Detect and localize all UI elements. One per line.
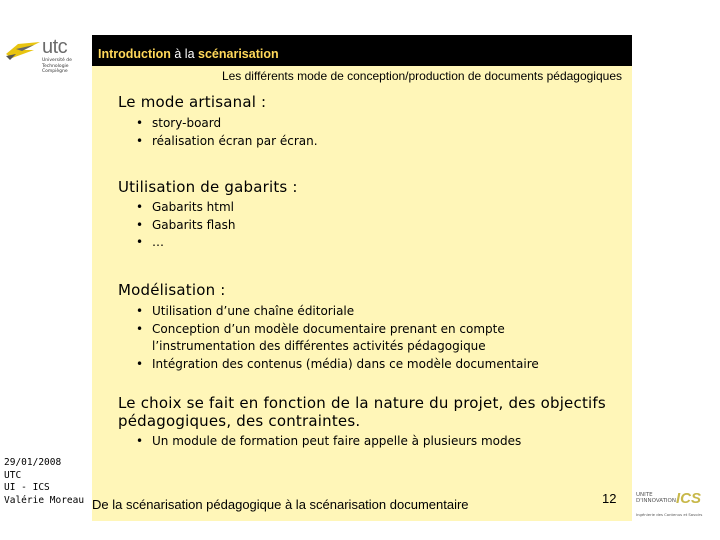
list-item: • réalisation écran par écran. [136, 133, 576, 151]
utc-logo [4, 36, 90, 86]
footer-date: 29/01/2008 [4, 457, 62, 468]
section-heading-choix: Le choix se fait en fonction de la nature du projet, des objectifs pédagogiques, des contraintes. [118, 394, 606, 430]
ics-mark: ICS [676, 490, 702, 507]
title-bar [92, 35, 632, 66]
utc-logo-subtitle: Université de Technologie Compiègne [42, 58, 72, 74]
list-item: • Gabarits flash [136, 217, 576, 235]
slide-title [98, 47, 279, 61]
footer-dept: UI - ICS [4, 482, 50, 493]
list-item: • story-board [136, 115, 576, 133]
title-introduction: Introduction [98, 47, 171, 61]
section-heading-modelisation: Modélisation : [118, 281, 226, 299]
list-item: • Intégration des contenus (média) dans ce modèle documentaire [136, 356, 576, 374]
utc-wing-icon [4, 40, 42, 62]
footer-bar [92, 485, 632, 521]
section-heading-artisanal: Le mode artisanal : [118, 93, 267, 111]
ui-logo-tagline: Ingénierie des Contenus et Savoirs [636, 512, 703, 517]
utc-logo-name: utc [42, 36, 68, 58]
ui-logo-text [636, 492, 676, 504]
footer-caption: De la scénarisation pédagogique à la scénarisation documentaire [92, 497, 469, 512]
list-item: • Utilisation d’une chaîne éditoriale [136, 303, 576, 321]
title-scenarisation: scénarisation [198, 47, 279, 61]
ui-logo-line1: UNITE [636, 492, 653, 498]
list-modelisation [136, 303, 576, 373]
list-gabarits [136, 199, 576, 252]
section-heading-gabarits: Utilisation de gabarits : [118, 178, 298, 196]
slide-content [92, 66, 632, 485]
footer-author: Valérie Moreau [4, 494, 85, 506]
ui-ics-logo [636, 490, 716, 522]
list-choix [136, 433, 576, 451]
page-number: 12 [602, 491, 617, 506]
ui-logo-line2: D'INNOVATION [636, 498, 677, 504]
list-item: • Conception d’un modèle documentaire prenant en compte l’instrumentation des différentes activités pédagogique [136, 321, 576, 356]
title-connector: à la [170, 47, 199, 61]
list-item: • Un module de formation peut faire appelle à plusieurs modes [136, 433, 576, 451]
footer-org: UTC [4, 469, 22, 481]
list-item: • … [136, 234, 576, 252]
list-artisanal [136, 115, 576, 150]
slide-subtitle: Les différents mode de conception/production de documents pédagogiques [221, 69, 622, 83]
list-item: • Gabarits html [136, 199, 576, 217]
footer-meta [4, 457, 84, 507]
